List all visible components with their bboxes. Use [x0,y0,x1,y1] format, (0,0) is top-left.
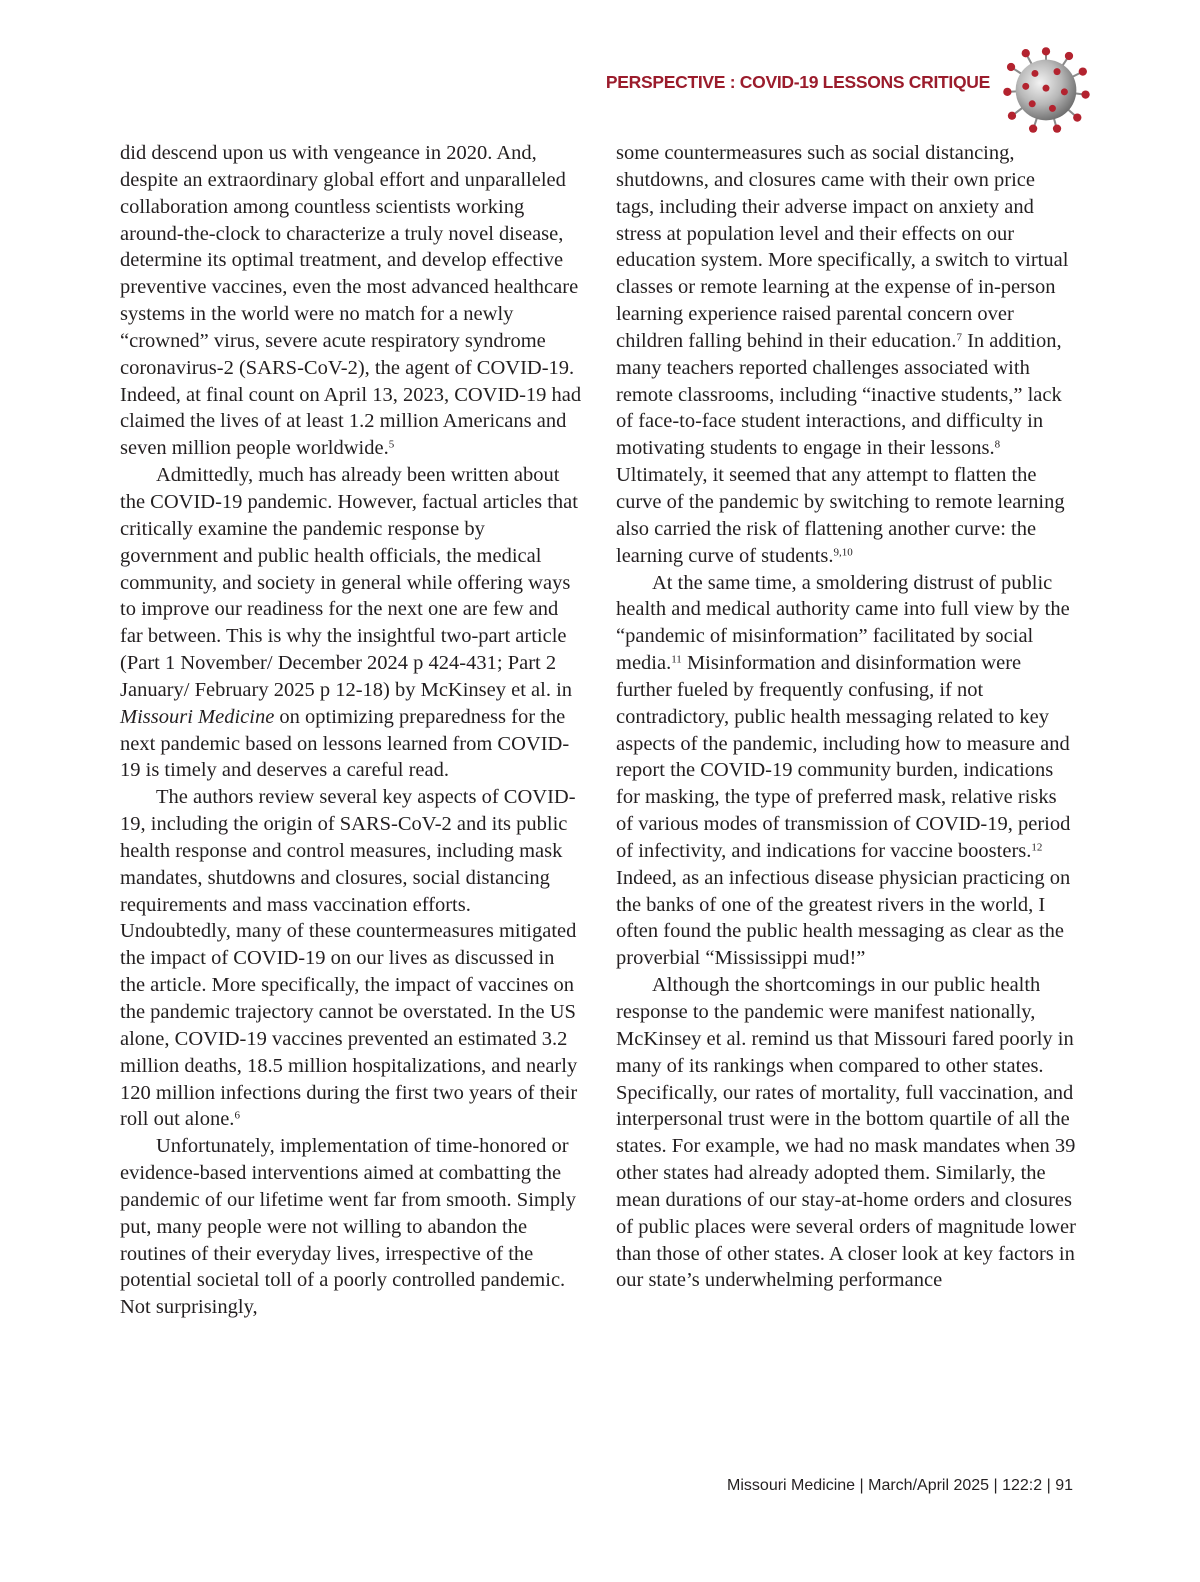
paragraph-text: did descend upon us with vengeance in 2020. And, despite an extraordinary global effort and unparalleled collaboration among countless scientists working around-the-clock to characterize a truly novel disease, determine its optimal treatment, and develop effective preventive vaccines, even the most advanced healthcare systems in the world were no match for a newly “crowned” virus, severe acute respiratory syndrome coronavirus-2 (SARS-CoV-2), the agent of COVID-19. Indeed, at final count on April 13, 2023, COVID-19 had claimed the lives of at least 1.2 million Americans and seven million people worldwide. [120,142,582,460]
coronavirus-icon [1000,44,1092,136]
section-title: PERSPECTIVE : COVID-19 LESSONS CRITIQUE [605,72,990,92]
paragraph-text: The authors review several key aspects of COVID-19, including the origin of SARS-CoV-2 and its public health response and control measures, including mask mandates, shutdowns and closures, social distancing requirements and mass vaccination efforts. Undoubtedly, many of these countermeasures mitigated the impact of COVID-19 on our lives as discussed in the article. More specifically, the impact of vaccines on the pandemic trajectory cannot be overstated. In the US alone, COVID-19 vaccines prevented an estimated 3.2 million deaths, 18.5 million hospitalizations, and nearly 120 million infections during the first two years of their roll out alone. [120,786,578,1131]
paragraph [616,140,1076,570]
paragraph [120,1133,582,1321]
paragraph-text: Unfortunately, implementation of time-honored or evidence-based interventions aimed at combatting the pandemic of our lifetime went far from smooth. Simply put, many people were not willing to abandon the routines of their everyday lives, irrespective of the potential societal toll of a poorly controlled pandemic. Not surprisingly, [120,1135,577,1319]
paragraph-text: At the same time, a smoldering distrust of public health and medical authority came into full view by the “pandemic of misinformation” facilitated by social media. [616,571,1070,675]
paragraph-text: some countermeasures such as social distancing, shutdowns, and closures came with their own price tags, including their adverse impact on anxiety and stress at population level and their effects on our education system. More specifically, a switch to virtual classes or remote learning at the expense of in-person learning experience raised parental concern over children falling behind in their education. [616,142,1069,352]
reference-number: 5 [388,438,395,451]
paragraph [616,570,1076,973]
reference-number: 12 [1031,841,1043,854]
reference-number: 9,10 [833,546,853,559]
journal-title: Missouri Medicine [120,705,275,728]
paragraph-text: In addition, many teachers reported challenges associated with remote classrooms, including “inactive students,” lack of face-to-face student interactions, and difficulty in motivating students to engage in their lessons. [616,329,1062,460]
reference-number: 11 [671,653,682,666]
reference-number: 7 [956,331,962,344]
paragraph-text: Indeed, as an infectious disease physician practicing on the banks of one of the greatest rivers in the world, I often found the public health messaging as clear as the proverbial “Mississippi mud!” [616,866,1071,970]
paragraph-text: Admittedly, much has already been written about the COVID-19 pandemic. However, factual articles that critically examine the pandemic response by government and public health officials, the medical community, and society in general while offering ways to improve our readiness for the next one are few and far between. This is why the insightful two-part article (Part 1 November/ December 2024 p 424-431; Part 2 January/ February 2025 p 12-18) by McKinsey et al. in [120,464,578,701]
paragraph-text: Misinformation and disinformation were further fueled by frequently confusing, if not contradictory, public health messaging related to key aspects of the pandemic, including how to measure and report the COVID-19 community burden, indications for masking, the type of preferred mask, relative risks of various modes of transmission of COVID-19, period of infectivity, and indications for vaccine boosters. [616,652,1071,862]
paragraph [616,972,1076,1294]
paragraph-text: Ultimately, it seemed that any attempt to flatten the curve of the pandemic by switching to remote learning also carried the risk of flattening another curve: the learning curve of students. [616,464,1065,567]
paragraph-text: Although the shortcomings in our public health response to the pandemic were manifest nationally, McKinsey et al. remind us that Missouri fared poorly in many of its rankings when compared to other states. Specifically, our rates of mortality, full vaccination, and interpersonal trust were in the bottom quartile of all the states. For example, we had no mask mandates when 39 other states had already adopted them. Similarly, the mean durations of our stay-at-home orders and closures of public places were several orders of magnitude lower than those of other states. A closer look at key factors in our state’s underwhelming performance [616,974,1076,1292]
paragraph-text: on optimizing preparedness for the next pandemic based on lessons learned from COVID-19 is timely and deserves a careful read. [120,705,570,782]
paragraph [120,462,582,784]
left-column [120,140,582,1321]
paragraph [120,140,582,462]
right-column [616,140,1076,1294]
reference-number: 8 [994,438,1001,451]
paragraph [120,784,582,1133]
reference-number: 6 [234,1109,240,1122]
page-footer: Missouri Medicine | March/April 2025 | 122:2 | 91 [727,1477,1073,1494]
